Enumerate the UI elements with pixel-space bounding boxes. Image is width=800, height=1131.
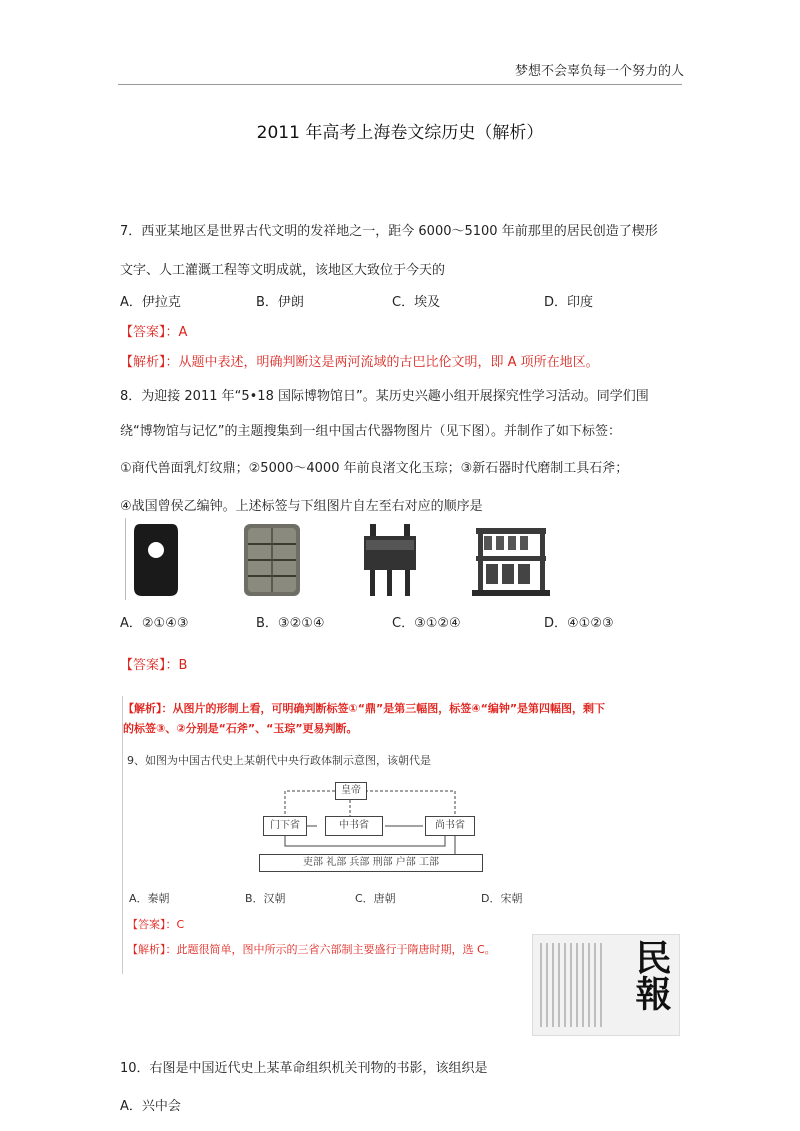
q7-answer: 【答案】：A bbox=[120, 325, 188, 340]
six-ministries-box: 吏部 礼部 兵部 刑部 户部 工部 bbox=[259, 854, 483, 872]
q9-question: 9、如图为中国古代史上某朝代中央行政体制示意图，该朝代是 bbox=[127, 754, 431, 767]
q8-answer: 【答案】：B bbox=[120, 658, 188, 673]
jade-cong-image bbox=[244, 524, 300, 596]
q8-line-3: ①商代兽面乳灯纹鼎；②5000～4000 年前良渚文化玉琮；③新石器时代磨制工具石斧； bbox=[120, 461, 629, 476]
zhongshu-box: 中书省 bbox=[325, 816, 383, 836]
emperor-box: 皇帝 bbox=[335, 782, 367, 800]
minbao-cover-image bbox=[532, 934, 680, 1036]
header-motto: 梦想不会辜负每一个努力的人 bbox=[514, 64, 684, 79]
q9-answer: 【答案】：C bbox=[127, 918, 185, 931]
q7-option-c: C．埃及 bbox=[392, 295, 441, 310]
q8-analysis-line-1: 【解析】：从图片的形制上看，可明确判断标签①“鼎”是第三幅图，标签④“编钟”是第四幅图，剩下 bbox=[123, 702, 606, 715]
q9-option-a: A．秦朝 bbox=[129, 892, 170, 905]
q7-analysis: 【解析】：从题中表述，明确判断这是两河流域的古巴比伦文明，即 A 项所在地区。 bbox=[120, 355, 599, 370]
shangshu-box: 尚书省 bbox=[425, 816, 475, 836]
q8-line-2: 绕“博物馆与记忆”的主题搜集到一组中国古代器物图片（见下图）。并制作了如下标签： bbox=[120, 424, 621, 439]
q7-line-1: 7．西亚某地区是世界古代文明的发祥地之一，距今 6000～5100 年前那里的居民创造了楔形 bbox=[120, 224, 658, 239]
q9-option-c: C．唐朝 bbox=[355, 892, 396, 905]
menxia-box: 门下省 bbox=[263, 816, 307, 836]
stone-axe-image bbox=[134, 524, 178, 596]
q10-line-1: 10．右图是中国近代史上某革命组织机关刊物的书影，该组织是 bbox=[120, 1061, 488, 1076]
q9-option-d: D．宋朝 bbox=[481, 892, 523, 905]
q8-option-c: C．③①②④ bbox=[392, 616, 461, 631]
artifact-photo-strip bbox=[125, 518, 556, 600]
q8-line-1: 8．为迎接 2011 年“5•18 国际博物馆日”。某历史兴趣小组开展探究性学习活动。同学们围 bbox=[120, 389, 649, 404]
bianzhong-bells-image bbox=[472, 528, 550, 596]
embedded-scan-section bbox=[122, 696, 679, 974]
minbao-masthead: 民報 bbox=[630, 939, 672, 1011]
q8-option-a: A．②①④③ bbox=[120, 616, 189, 631]
q8-option-b: B．③②①④ bbox=[256, 616, 325, 631]
q7-option-d: D．印度 bbox=[544, 295, 594, 310]
ding-vessel-image bbox=[364, 524, 416, 596]
header-rule bbox=[118, 84, 682, 85]
q9-analysis: 【解析】：此题很简单，图中所示的三省六部制主要盛行于隋唐时期，选 C。 bbox=[127, 943, 496, 956]
q7-line-2: 文字、人工灌溉工程等文明成就，该地区大致位于今天的 bbox=[120, 263, 446, 278]
q8-option-d: D．④①②③ bbox=[544, 616, 614, 631]
central-government-diagram bbox=[259, 782, 483, 872]
q8-line-4: ④战国曾侯乙编钟。上述标签与下组图片自左至右对应的顺序是 bbox=[120, 499, 483, 514]
q10-option-a: A．兴中会 bbox=[120, 1099, 181, 1114]
q7-option-b: B．伊朗 bbox=[256, 295, 304, 310]
q8-analysis-line-2: 的标签③、②分别是“石斧”、“玉琮”更易判断。 bbox=[123, 722, 358, 735]
q7-option-a: A．伊拉克 bbox=[120, 295, 181, 310]
page-title: 2011 年高考上海卷文综历史（解析） bbox=[256, 123, 544, 143]
artifact-photos bbox=[126, 518, 556, 600]
q9-option-b: B．汉朝 bbox=[245, 892, 286, 905]
